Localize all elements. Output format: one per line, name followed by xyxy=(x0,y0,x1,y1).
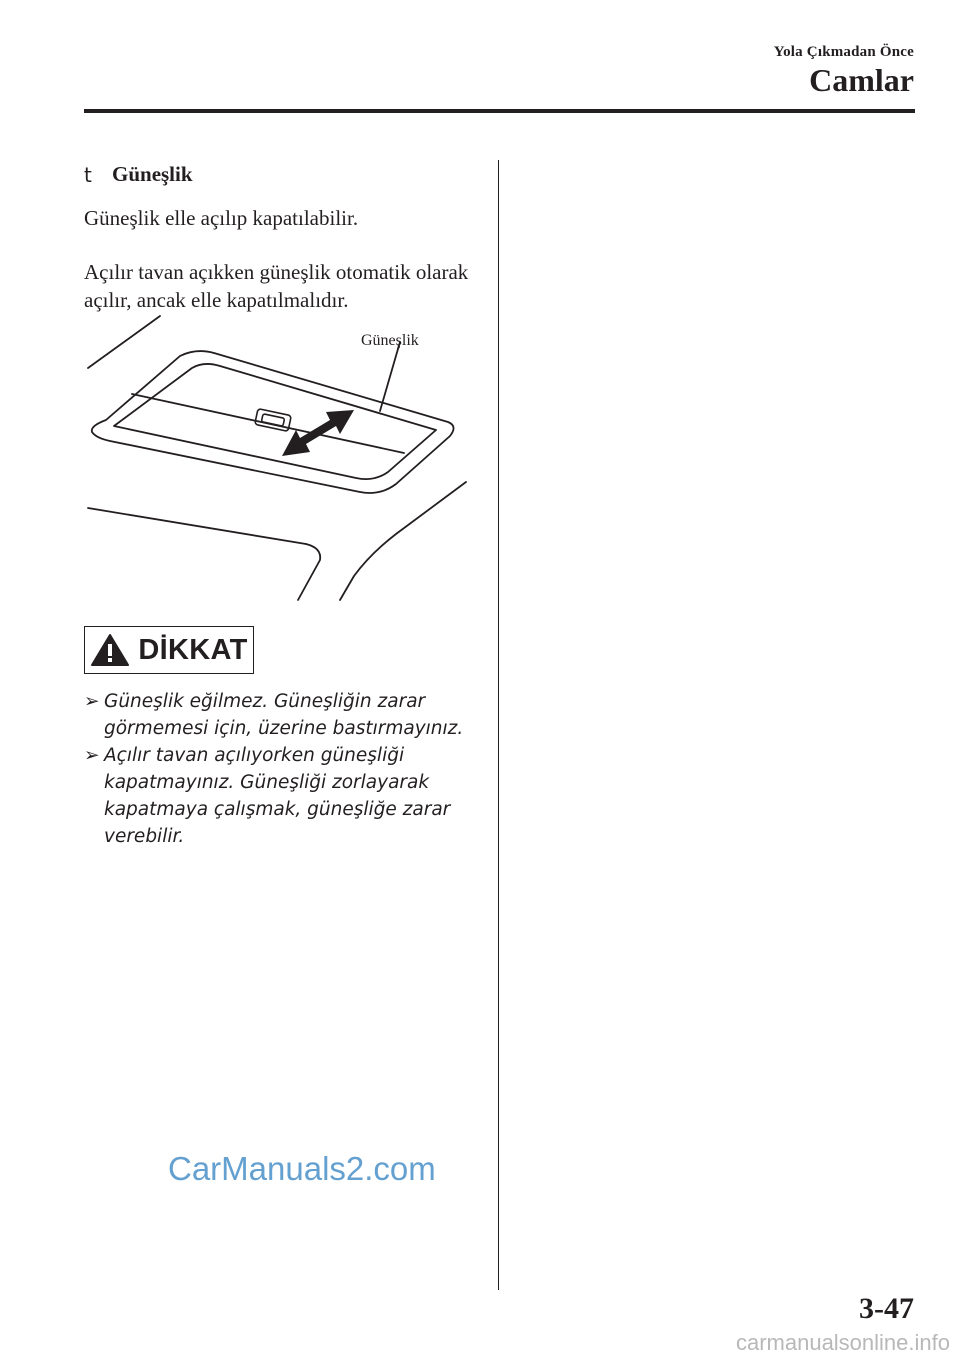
label-leader xyxy=(380,342,400,411)
figure-label: Güneşlik xyxy=(361,332,419,349)
section-title: Güneşlik xyxy=(112,162,193,186)
caution-title: DİKKAT xyxy=(138,633,248,666)
header-chapter-title: Camlar xyxy=(809,62,914,98)
pillar-left xyxy=(298,544,320,600)
roof-edge-line xyxy=(88,316,160,368)
paragraph-1: Güneşlik elle açılıp kapatılabilir. xyxy=(84,206,359,230)
headliner-edge xyxy=(88,508,306,544)
caution-list xyxy=(84,688,474,850)
caution-box xyxy=(84,626,254,674)
section-heading xyxy=(84,162,193,187)
column-divider xyxy=(498,160,499,1290)
header-section: Yola Çıkmadan Önce xyxy=(773,44,914,60)
header-rule xyxy=(84,109,915,113)
caution-item xyxy=(84,742,474,850)
arrowhead-icon: ➢ xyxy=(84,745,100,766)
footer-watermark: carmanualsonline.info xyxy=(735,1330,950,1355)
sunroof-outer-frame xyxy=(92,351,454,493)
section-marker: t xyxy=(84,162,92,187)
caution-item xyxy=(84,688,474,742)
sunroof-inner-frame xyxy=(114,364,436,479)
watermark: CarManuals2.com xyxy=(168,1150,436,1187)
slide-direction-arrow-icon xyxy=(282,410,354,456)
caution-item-text: Açılır tavan açılıyorken güneşliği kapatmayınız. Güneşliği zorlayarak kapatmaya çalışmak, güneşliğe zarar verebilir. xyxy=(104,745,451,847)
warning-triangle-icon xyxy=(90,633,130,667)
pillar-right xyxy=(340,482,466,600)
paragraph-2: Açılır tavan açıkken güneşlik otomatik olarak açılır, ancak elle kapatılmalıdır. xyxy=(84,260,469,312)
caution-item-text: Güneşlik eğilmez. Güneşliğin zarar görmemesi için, üzerine bastırmayınız. xyxy=(104,691,464,739)
page-number: 3-47 xyxy=(859,1292,914,1325)
sunshade-illustration xyxy=(84,308,474,608)
arrowhead-icon: ➢ xyxy=(84,691,100,712)
